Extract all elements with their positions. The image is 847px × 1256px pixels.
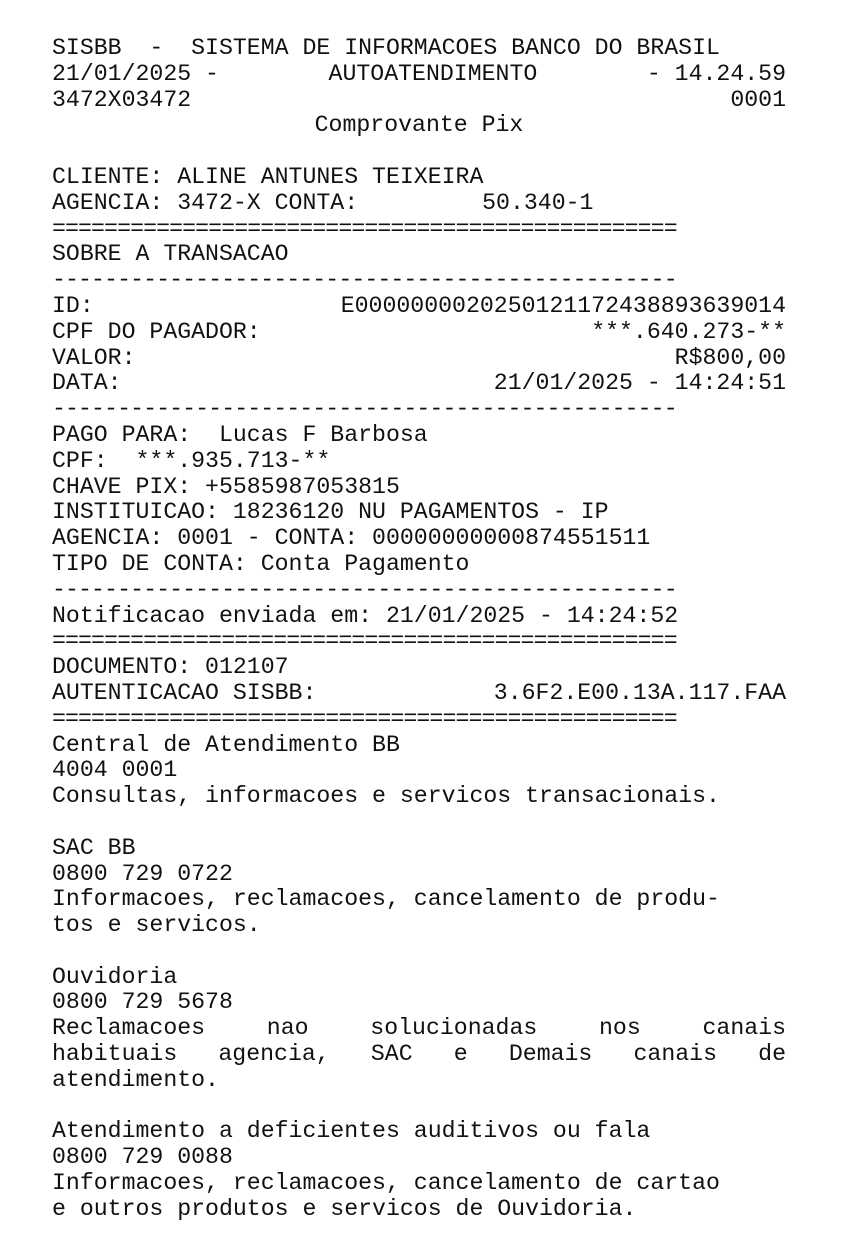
payee-cpf: CPF: ***.935.713-** xyxy=(52,448,331,474)
double-divider: ================================================ xyxy=(52,706,677,732)
deaf-support-phone: 0800 729 0088 xyxy=(52,1145,233,1171)
authentication-value: 3.6F2.E00.13A.117.FAA xyxy=(493,679,786,706)
deaf-support-description: Informacoes, reclamacoes, cancelamento de cartao xyxy=(52,1171,720,1197)
single-divider: ------------------------------------------------ xyxy=(52,577,677,603)
client-name: CLIENTE: ALINE ANTUNES TEIXEIRA xyxy=(52,164,484,190)
single-divider: ------------------------------------------------ xyxy=(52,268,677,294)
amount-label: VALOR: xyxy=(52,344,136,371)
header-time: - 14.24.59 xyxy=(646,60,786,87)
ouvidoria-phone: 0800 729 5678 xyxy=(52,990,233,1016)
payee-account-type: TIPO DE CONTA: Conta Pagamento xyxy=(52,551,470,577)
payee-agency-account: AGENCIA: 0001 - CONTA: 00000000000874551511 xyxy=(52,526,651,552)
single-divider: ------------------------------------------------ xyxy=(52,397,677,423)
sac-phone: 0800 729 0722 xyxy=(52,861,233,887)
system-title: SISBB - SISTEMA DE INFORMACOES BANCO DO BRASIL xyxy=(52,36,720,61)
document-number: DOCUMENTO: 012107 xyxy=(52,655,289,681)
central-title: Central de Atendimento BB xyxy=(52,732,400,758)
terminal-id: 3472X03472 xyxy=(52,86,192,113)
payer-cpf-label: CPF DO PAGADOR: xyxy=(52,318,261,345)
amount-row xyxy=(52,346,786,372)
transaction-section-title: SOBRE A TRANSACAO xyxy=(52,242,289,268)
central-description: Consultas, informacoes e servicos transacionais. xyxy=(52,784,720,810)
deaf-support-title: Atendimento a deficientes auditivos ou fala xyxy=(52,1119,651,1145)
ouvidoria-description-end: atendimento. xyxy=(52,1067,219,1093)
receipt-title: Comprovante Pix xyxy=(314,113,524,139)
payer-cpf-row xyxy=(52,320,786,346)
header-channel: AUTOATENDIMENTO xyxy=(328,60,538,87)
client-account: 50.340-1 xyxy=(482,189,594,216)
central-phone: 4004 0001 xyxy=(52,758,178,784)
transaction-date-value: 21/01/2025 - 14:24:51 xyxy=(493,370,786,397)
pix-receipt xyxy=(52,36,786,1223)
payee-pix-key: CHAVE PIX: +5585987053815 xyxy=(52,474,400,500)
sac-title: SAC BB xyxy=(52,835,136,861)
transaction-id-row xyxy=(52,294,786,320)
payer-cpf-value: ***.640.273-** xyxy=(591,318,786,345)
transaction-date-label: DATA: xyxy=(52,370,122,397)
amount-value: R$800,00 xyxy=(674,344,786,371)
header-date: 21/01/2025 - xyxy=(52,60,219,87)
payee-institution: INSTITUICAO: 18236120 NU PAGAMENTOS - IP xyxy=(52,500,609,526)
authentication-label: AUTENTICACAO SISBB: xyxy=(52,679,317,706)
sac-description-cont: tos e servicos. xyxy=(52,913,261,939)
client-agency: AGENCIA: 3472-X CONTA: xyxy=(52,189,359,216)
ouvidoria-description: Reclamacoes nao solucionadas nos canais xyxy=(52,1015,786,1042)
transaction-id-value: E0000000020250121172438893639014 xyxy=(340,292,786,319)
double-divider: ================================================ xyxy=(52,629,677,655)
payee-name: PAGO PARA: Lucas F Barbosa xyxy=(52,422,428,448)
sequence-number: 0001 xyxy=(730,86,786,113)
header-terminal-row xyxy=(52,88,786,114)
deaf-support-description-cont: e outros produtos e servicos de Ouvidoria. xyxy=(52,1196,637,1222)
transaction-date-row xyxy=(52,371,786,397)
client-account-row xyxy=(52,191,786,217)
authentication-row xyxy=(52,681,786,707)
notification-sent: Notificacao enviada em: 21/01/2025 - 14:24:52 xyxy=(52,603,679,629)
double-divider: ================================================ xyxy=(52,216,677,242)
transaction-id-label: ID: xyxy=(52,292,94,319)
header-date-row xyxy=(52,62,786,88)
ouvidoria-description-cont: habituais agencia, SAC e Demais canais de xyxy=(52,1041,786,1068)
ouvidoria-title: Ouvidoria xyxy=(52,964,178,990)
sac-description: Informacoes, reclamacoes, cancelamento de produ- xyxy=(52,887,720,913)
